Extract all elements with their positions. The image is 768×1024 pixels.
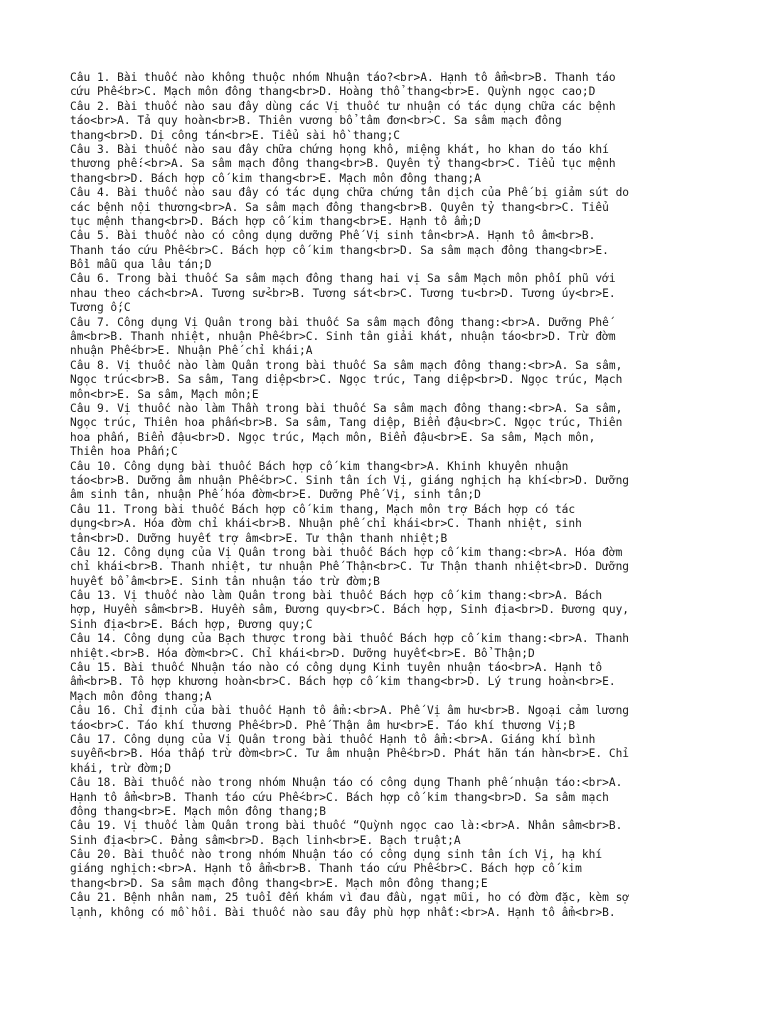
text-line: Câu 7. Công dụng Vị Quân trong bài thuốc Sa sâm mạch đông thang:<br>A. Dưỡng Phế: [70, 315, 609, 329]
text-line: Câu 14. Công dụng của Bạch thược trong bài thuốc Bách hợp cố kim thang:<br>A. Thanh: [70, 632, 630, 646]
text-line: Câu 17. Công dụng của Vị Quân trong bài thuốc Hạnh tô ẩm:<br>A. Giáng khí bình: [70, 732, 596, 746]
text-line: Ngọc trúc, Thiên hoa phấn<br>B. Sa sâm, Tang diệp, Biển đậu<br>C. Ngọc trúc, Thiên: [70, 416, 623, 430]
text-line: thang<br>D. Dị công tán<br>E. Tiểu sài hồ thang;C: [70, 128, 401, 142]
text-line: Câu 20. Bài thuốc nào trong nhóm Nhuận táo có công dụng sinh tân ích Vị, hạ khí: [70, 848, 603, 862]
text-line: thang<br>D. Sa sâm mạch đông thang<br>E. Mạch môn đông thang;E: [70, 876, 488, 890]
text-line: Câu 4. Bài thuốc nào sau đây có tác dụng chữa chứng tân dịch của Phế bị giảm sút do: [70, 186, 630, 200]
text-line: hoa phấn, Biển đậu<br>D. Ngọc trúc, Mạch môn, Biển đậu<br>E. Sa sâm, Mạch môn,: [70, 430, 596, 444]
text-line: thương phế:<br>A. Sa sâm mạch đông thang<br>B. Quyên tỷ thang<br>C. Tiểu tục mệnh: [70, 157, 616, 171]
text-line: Câu 5. Bài thuốc nào có công dụng dưỡng Phế Vị sinh tân<br>A. Hạnh tô âm<br>B.: [70, 229, 596, 243]
text-line: lạnh, không có mồ hôi. Bài thuốc nào sau đây phù hợp nhất:<br>A. Hạnh tô ẩm<br>B.: [70, 905, 616, 919]
text-line: Hạnh tô ẩm<br>B. Thanh táo cứu Phế<br>C. Bách hợp cố kim thang<br>D. Sa sâm mạch: [70, 790, 609, 804]
text-line: nhuận Phế<br>E. Nhuận Phế chỉ khái;A: [70, 344, 313, 358]
text-line: Câu 10. Công dụng bài thuốc Bách hợp cố kim thang<br>A. Khinh khuyên nhuận: [70, 459, 569, 473]
text-line: táo<br>A. Tả quy hoàn<br>B. Thiên vương bổ tâm đơn<br>C. Sa sâm mạch đông: [70, 114, 562, 128]
text-line: Thanh táo cứu Phế<br>C. Bách hợp cố kim thang<br>D. Sa sâm mạch đông thang<br>E.: [70, 243, 609, 257]
text-line: Câu 21. Bệnh nhân nam, 25 tuổi đến khám vì đau đầu, ngạt mũi, ho có đờm đặc, kèm sợ: [70, 891, 630, 905]
text-line: nhau theo cách<br>A. Tương sử<br>B. Tương sát<br>C. Tương tu<br>D. Tương úy<br>E.: [70, 286, 616, 300]
text-line: các bệnh nội thương<br>A. Sa sâm mạch đông thang<br>B. Quyên tỷ thang<br>C. Tiểu: [70, 200, 609, 214]
text-line: tục mệnh thang<br>D. Bách hợp cố kim thang<br>E. Hạnh tô ẩm;D: [70, 214, 481, 228]
text-line: tân<br>D. Dưỡng huyết trợ âm<br>E. Tư thận thanh nhiệt;B: [70, 531, 448, 545]
text-line: táo<br>B. Dưỡng âm nhuận Phế<br>C. Sinh tân ích Vị, giáng nghịch hạ khí<br>D. Dưỡng: [70, 473, 630, 487]
text-line: Câu 18. Bài thuốc nào trong nhóm Nhuận táo có công dụng Thanh phế nhuận táo:<br>A.: [70, 776, 623, 790]
text-line: Câu 1. Bài thuốc nào không thuộc nhóm Nhuận táo?<br>A. Hạnh tô ẩm<br>B. Thanh táo: [70, 71, 616, 84]
text-line: Sinh địa<br>C. Đảng sâm<br>D. Bạch linh<br>E. Bạch truật;A: [70, 833, 461, 847]
text-line: Câu 8. Vị thuốc nào làm Quân trong bài thuốc Sa sâm mạch đông thang:<br>A. Sa sâm,: [70, 358, 623, 372]
text-line: Ngọc trúc<br>B. Sa sâm, Tang diệp<br>C. Ngọc trúc, Tang diệp<br>D. Ngọc trúc, Mạch: [70, 373, 623, 387]
text-line: Sinh địa<br>E. Bách hợp, Đương quy;C: [70, 617, 313, 631]
text-line: môn<br>E. Sa sâm, Mạch môn;E: [70, 387, 259, 401]
text-line: táo<br>C. Táo khí thương Phế<br>D. Phế Thận âm hư<br>E. Táo khí thương Vị;B: [70, 718, 576, 732]
text-line: giáng nghịch:<br>A. Hạnh tô ẩm<br>B. Thanh táo cứu Phế<br>C. Bách hợp cố kim: [70, 862, 582, 876]
document-body: [70, 71, 700, 920]
text-line: Câu 12. Công dụng của Vị Quân trong bài thuốc Bách hợp cố kim thang:<br>A. Hóa đờm: [70, 545, 623, 559]
text-line: khái, trừ đờm;D: [70, 761, 172, 775]
text-line: suyễn<br>B. Hóa thấp trừ đờm<br>C. Tư âm nhuận Phế<br>D. Phát hãn tán hàn<br>E. Chỉ: [70, 747, 630, 761]
text-line: Tương ố;C: [70, 301, 131, 315]
text-line: Câu 13. Vị thuốc nào làm Quân trong bài thuốc Bách hợp cố kim thang:<br>A. Bách: [70, 589, 603, 603]
text-line: Câu 6. Trong bài thuốc Sa sâm mạch đông thang hai vị Sa sâm Mạch môn phối phũ với: [70, 272, 616, 286]
text-line: Mạch môn đông thang;A: [70, 689, 212, 703]
text-line: Thiên hoa Phấn;C: [70, 445, 178, 459]
text-line: Câu 2. Bài thuốc nào sau đây dùng các Vị thuốc tư nhuận có tác dụng chữa các bệnh: [70, 99, 616, 113]
text-line: cứu Phế<br>C. Mạch môn đông thang<br>D. Hoàng thổ thang<br>E. Quỳnh ngọc cao;D: [70, 85, 596, 99]
text-line: Câu 11. Trong bài thuốc Bách hợp cố kim thang, Mạch môn trợ Bách hợp có tác: [70, 502, 576, 516]
text-line: thang<br>D. Bách hợp cố kim thang<br>E. Mạch môn đông thang;A: [70, 171, 481, 185]
text-line: chỉ khái<br>B. Thanh nhiệt, tư nhuận Phế Thận<br>C. Tư Thận thanh nhiệt<br>D. Dưỡng: [70, 560, 630, 574]
text-line: Câu 3. Bài thuốc nào sau đây chữa chứng họng khô, miệng khát, ho khan do táo khí: [70, 142, 609, 156]
text-line: âm<br>B. Thanh nhiệt, nhuận Phế<br>C. Sinh tân giải khát, nhuận táo<br>D. Trừ đờm: [70, 330, 616, 344]
text-line: dụng<br>A. Hóa đờm chỉ khái<br>B. Nhuận phế chỉ khái<br>C. Thanh nhiệt, sinh: [70, 517, 582, 531]
text-line: Bồi mẫu qua lâu tán;D: [70, 258, 212, 272]
text-line: đông thang<br>E. Mạch môn đông thang;B: [70, 804, 326, 818]
text-line: Câu 16. Chỉ định của bài thuốc Hạnh tô ẩm:<br>A. Phế Vị âm hư<br>B. Ngoại cảm lương: [70, 704, 630, 718]
text-line: Câu 19. Vị thuốc làm Quân trong bài thuốc “Quỳnh ngọc cao là:<br>A. Nhân sâm<br>B.: [70, 819, 623, 833]
text-line: Câu 15. Bài thuốc Nhuận táo nào có công dụng Kinh tuyên nhuận táo<br>A. Hạnh tô: [70, 661, 603, 675]
text-line: huyết bổ âm<br>E. Sinh tân nhuận táo trừ đờm;B: [70, 574, 380, 588]
text-line: nhiệt.<br>B. Hóa đờm<br>C. Chỉ khái<br>D. Dưỡng huyết<br>E. Bổ Thận;D: [70, 646, 535, 660]
text-line: hợp, Huyền sâm<br>B. Huyền sâm, Đương quy<br>C. Bách hợp, Sinh địa<br>D. Đương quy,: [70, 603, 630, 617]
text-line: ẩm<br>B. Tô hợp khương hoàn<br>C. Bách hợp cố kim thang<br>D. Lý trung hoàn<br>E.: [70, 675, 616, 689]
text-line: Câu 9. Vị thuốc nào làm Thần trong bài thuốc Sa sâm mạch đông thang:<br>A. Sa sâm,: [70, 401, 623, 415]
text-line: âm sinh tân, nhuận Phế hóa đờm<br>E. Dưỡng Phế Vị, sinh tân;D: [70, 488, 481, 502]
